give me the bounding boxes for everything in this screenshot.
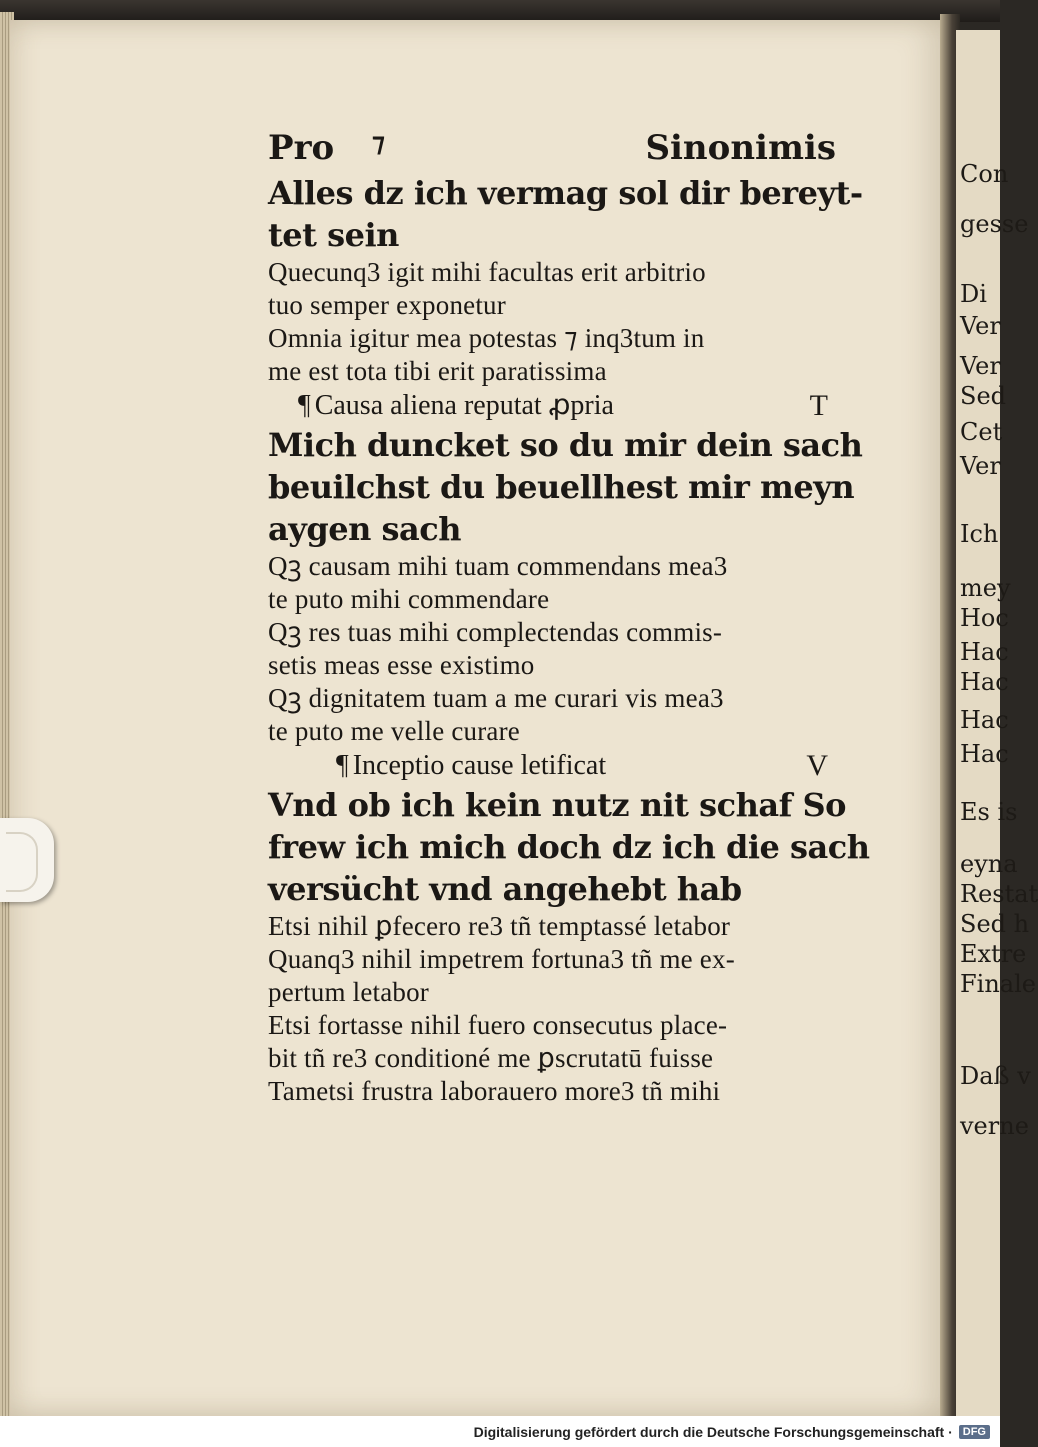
latin-text-line: Etsi fortasse nihil fuero consecutus place-	[268, 1010, 728, 1040]
digitization-footer	[0, 1416, 1000, 1447]
german-text-line: Alles dz ich vermag sol dir bereyt-	[268, 174, 863, 212]
german-text-line: beuilchst du beuellhest mir meyn	[268, 468, 855, 506]
german-text-line: tet sein	[268, 216, 399, 254]
facing-page-fragment: Cet	[960, 418, 1003, 446]
latin-text-line: Qꝫ res tuas mihi complectendas commis-	[268, 617, 723, 647]
facing-page-fragment: Sed h	[960, 910, 1030, 938]
facing-page-fragment: Hac	[960, 706, 1009, 734]
latin-text-line: setis meas esse existimo	[268, 650, 535, 680]
latin-text-line: te puto mihi commendare	[268, 584, 550, 614]
german-text-line: Vnd ob ich kein nutz nit schaf So	[268, 786, 846, 824]
german-text-line: Mich duncket so du mir dein sach	[268, 426, 863, 464]
facing-page-fragment: Hoc	[960, 604, 1009, 632]
latin-text-line: Qꝫ dignitatem tuam a me curari vis mea3	[268, 683, 724, 713]
latin-text-line: me est tota tibi erit paratissima	[268, 356, 607, 386]
latin-text-line: Quanq3 nihil impetrem fortuna3 tñ me ex-	[268, 944, 735, 974]
facing-page-fragment: Ver	[960, 312, 1001, 340]
latin-text-line: te puto me velle curare	[268, 716, 520, 746]
latin-text-line: Tametsi frustra laborauero more3 tñ mihi	[268, 1076, 721, 1106]
footer-credit: Digitalisierung gefördert durch die Deutsche Forschungsgemeinschaft ·	[473, 1423, 953, 1440]
latin-text-line: tuo semper exponetur	[268, 290, 506, 320]
facing-page-fragment: Ich	[960, 520, 999, 548]
latin-text-line: pertum letabor	[268, 977, 429, 1007]
header-mark: ⁊	[372, 128, 385, 158]
facing-page-fragment: Es is	[960, 798, 1018, 826]
page-clip	[0, 818, 54, 902]
facing-page	[956, 30, 1038, 1420]
latin-text-line: Etsi nihil ꝑfecero re3 tñ temptassé letabor	[268, 911, 731, 941]
latin-text-line: Qꝫ causam mihi tuam commendans mea3	[268, 551, 728, 581]
rubric-text: Inceptio cause letificat	[352, 750, 607, 781]
pilcrow-icon: ¶	[298, 390, 311, 421]
latin-text-line: Omnia igitur mea potestas ⁊ inq3tum in	[268, 323, 705, 353]
book-top-edge	[0, 0, 1000, 22]
german-text-line: aygen sach	[268, 510, 461, 548]
facing-page-fragment: Hac	[960, 740, 1009, 768]
german-text-line: frew ich mich doch dz ich die sach	[268, 828, 870, 866]
facing-page-fragment: Restat	[960, 880, 1038, 908]
facing-page-fragment: gesse	[960, 210, 1029, 238]
facing-page-fragment: verne	[960, 1112, 1029, 1140]
facing-page-fragment: Extre	[960, 940, 1027, 968]
running-header	[268, 128, 836, 172]
facing-page-fragment: Di	[960, 280, 987, 308]
facing-page-fragment: Finale	[960, 970, 1036, 998]
facing-page-fragment: Hac	[960, 638, 1009, 666]
header-left: Pro	[268, 128, 335, 168]
rubric-line	[268, 388, 836, 424]
page-text	[268, 128, 870, 1108]
facing-page-fragment: mey	[960, 574, 1011, 602]
facing-page-fragment: Sed	[960, 382, 1007, 410]
facing-page-fragment: Ver	[960, 452, 1001, 480]
pilcrow-icon: ¶	[336, 750, 349, 781]
rubric-text: Causa aliena reputat ꝓpria	[314, 390, 614, 421]
header-right: Sinonimis	[645, 128, 836, 168]
german-text-line: versücht vnd angehebt hab	[268, 870, 742, 908]
facing-page-fragment: Ver	[960, 352, 1001, 380]
facing-page-fragment: Hac	[960, 668, 1009, 696]
guide-letter: T	[809, 389, 828, 422]
rubric-line	[268, 748, 836, 784]
facing-page-fragment: Daß v	[960, 1062, 1031, 1090]
facing-page-fragment: eyna	[960, 850, 1018, 878]
dfg-logo: DFG	[959, 1425, 990, 1439]
facing-page-fragment: Con	[960, 160, 1009, 188]
latin-text-line: Quecunq3 igit mihi facultas erit arbitrio	[268, 257, 706, 287]
latin-text-line: bit tñ re3 conditioné me ꝑscrutatū fuisse	[268, 1043, 714, 1073]
guide-letter: V	[806, 749, 828, 782]
